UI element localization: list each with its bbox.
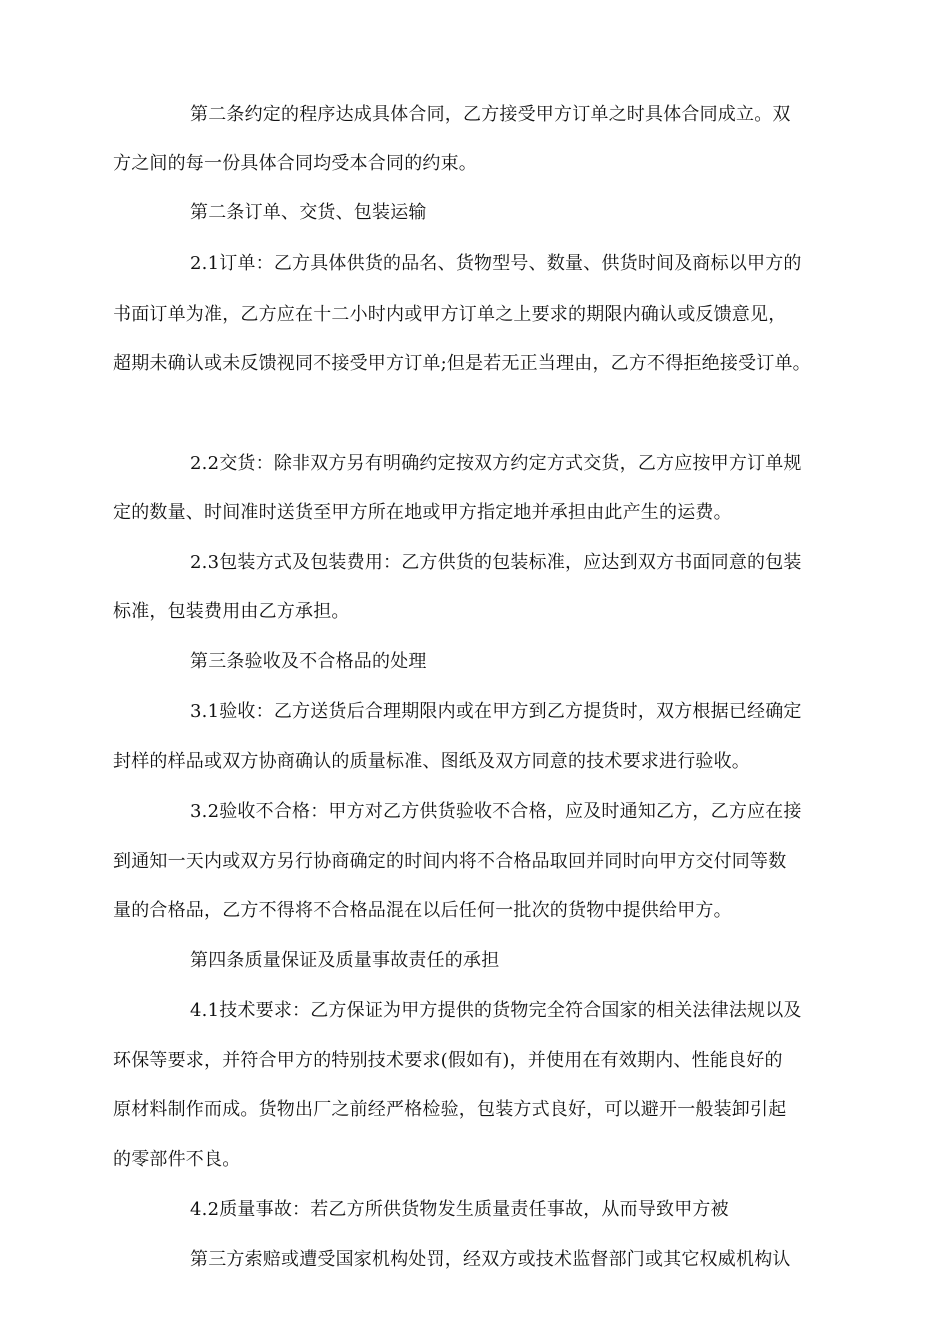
text-line: 方之间的每一份具体合同均受本合同的约束。 [113, 153, 477, 174]
text-line: 到通知一天内或双方另行协商确定的时间内将不合格品取回并同时向甲方交付同等数 [113, 851, 787, 872]
text-line: 2.2交货：除非双方另有明确约定按双方约定方式交货，乙方应按甲方订单规 [190, 453, 802, 474]
text-line: 3.1验收：乙方送货后合理期限内或在甲方到乙方提货时，双方根据已经确定 [190, 701, 802, 722]
text-line: 第三方索赔或遭受国家机构处罚，经双方或技术监督部门或其它权威机构认 [190, 1249, 791, 1270]
text-line: 2.3包装方式及包装费用：乙方供货的包装标准，应达到双方书面同意的包装 [190, 552, 802, 573]
text-line: 第二条约定的程序达成具体合同，乙方接受甲方订单之时具体合同成立。双 [190, 104, 791, 125]
text-line: 2.1订单：乙方具体供货的品名、货物型号、数量、供货时间及商标以甲方的 [190, 253, 802, 274]
text-line: 3.2验收不合格：甲方对乙方供货验收不合格，应及时通知乙方，乙方应在接 [190, 801, 802, 822]
text-line: 书面订单为准，乙方应在十二小时内或甲方订单之上要求的期限内确认或反馈意见， [113, 304, 787, 325]
text-line: 4.1技术要求：乙方保证为甲方提供的货物完全符合国家的相关法律法规以及 [190, 1000, 802, 1021]
text-line: 标准，包装费用由乙方承担。 [113, 601, 350, 622]
text-line: 封样的样品或双方协商确认的质量标准、图纸及双方同意的技术要求进行验收。 [113, 751, 750, 772]
text-line: 原材料制作而成。货物出厂之前经严格检验，包装方式良好，可以避开一般装卸引起 [113, 1099, 787, 1120]
text-line: 环保等要求，并符合甲方的特别技术要求(假如有)，并使用在有效期内、性能良好的 [113, 1050, 783, 1071]
section-heading: 第三条验收及不合格品的处理 [190, 651, 427, 672]
text-line: 4.2质量事故：若乙方所供货物发生质量责任事故，从而导致甲方被 [190, 1199, 729, 1220]
section-heading: 第二条订单、交货、包装运输 [190, 202, 427, 223]
text-line: 量的合格品，乙方不得将不合格品混在以后任何一批次的货物中提供给甲方。 [113, 900, 732, 921]
text-line: 超期未确认或未反馈视同不接受甲方订单;但是若无正当理由，乙方不得拒绝接受订单。 [113, 353, 811, 374]
text-line: 定的数量、时间准时送货至甲方所在地或甲方指定地并承担由此产生的运费。 [113, 502, 732, 523]
text-line: 的零部件不良。 [113, 1149, 241, 1170]
section-heading: 第四条质量保证及质量事故责任的承担 [190, 950, 500, 971]
